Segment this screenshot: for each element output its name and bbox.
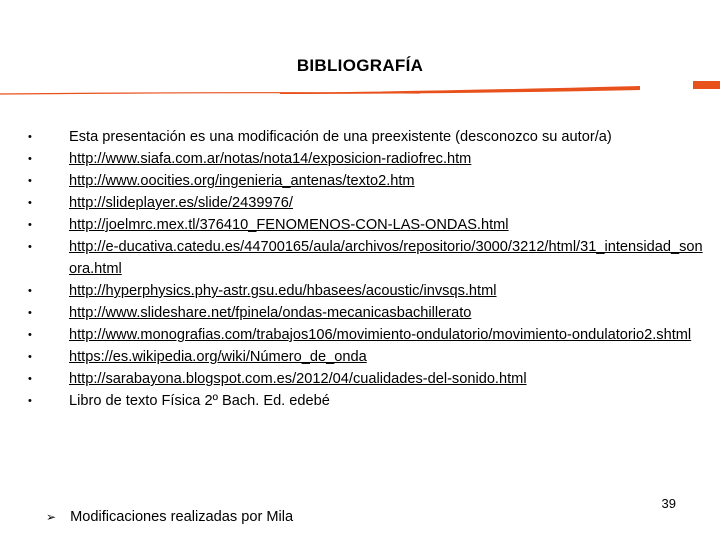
list-item[interactable]	[26, 236, 710, 280]
reference-link[interactable]: http://hyperphysics.phy-astr.gsu.edu/hbasees/acoustic/invsqs.html	[69, 283, 497, 299]
list-item[interactable]	[26, 170, 710, 192]
bibliography-list	[26, 126, 710, 412]
bullet-icon: •	[28, 219, 32, 231]
page-number: 39	[661, 496, 676, 511]
list-item-text: Libro de texto Física 2º Bach. Ed. edebé	[69, 393, 330, 409]
arrow-bullet-icon: ➢	[46, 510, 57, 524]
footer-text: Modificaciones realizadas por Mila	[70, 509, 294, 525]
bullet-icon: •	[28, 395, 32, 407]
list-item[interactable]	[26, 324, 710, 346]
list-item[interactable]	[26, 280, 710, 302]
bullet-icon: •	[28, 285, 32, 297]
list-item	[26, 390, 710, 412]
bullet-icon: •	[28, 175, 32, 187]
reference-link[interactable]: http://www.slideshare.net/fpinela/ondas-mecanicasbachillerato	[69, 305, 472, 321]
list-item[interactable]	[26, 302, 710, 324]
bullet-icon: •	[28, 241, 32, 253]
reference-link[interactable]: http://joelmrc.mex.tl/376410_FENOMENOS-CON-LAS-ONDAS.html	[69, 217, 509, 233]
title-underline-swoosh	[0, 72, 720, 102]
list-item[interactable]	[26, 148, 710, 170]
bullet-icon: •	[28, 307, 32, 319]
footer-note	[46, 509, 293, 525]
list-item-text: Esta presentación es una modificación de una preexistente (desconozco su autor/a)	[69, 129, 612, 145]
bullet-icon: •	[28, 153, 32, 165]
reference-link[interactable]: http://sarabayona.blogspot.com.es/2012/04/cualidades-del-sonido.html	[69, 371, 527, 387]
bullet-icon: •	[28, 197, 32, 209]
reference-link[interactable]: http://www.oocities.org/ingenieria_antenas/texto2.htm	[69, 173, 415, 189]
reference-link[interactable]: http://e-ducativa.catedu.es/44700165/aula/archivos/repositorio/3000/3212/html/31_intensidad_sonora.html	[69, 239, 703, 277]
list-item[interactable]	[26, 192, 710, 214]
bullet-icon: •	[28, 373, 32, 385]
reference-link[interactable]: https://es.wikipedia.org/wiki/Número_de_onda	[69, 349, 367, 365]
list-item[interactable]	[26, 346, 710, 368]
list-item[interactable]	[26, 214, 710, 236]
reference-link[interactable]: http://slideplayer.es/slide/2439976/	[69, 195, 293, 211]
list-item[interactable]	[26, 368, 710, 390]
list-item	[26, 126, 710, 148]
bullet-icon: •	[28, 351, 32, 363]
reference-link[interactable]: http://www.siafa.com.ar/notas/nota14/exposicion-radiofrec.htm	[69, 151, 472, 167]
reference-link[interactable]: http://www.monografias.com/trabajos106/movimiento-ondulatorio/movimiento-ondulatorio2.shtml	[69, 327, 692, 343]
bullet-icon: •	[28, 329, 32, 341]
bullet-icon: •	[28, 131, 32, 143]
slide-title: BIBLIOGRAFÍA	[296, 56, 424, 75]
